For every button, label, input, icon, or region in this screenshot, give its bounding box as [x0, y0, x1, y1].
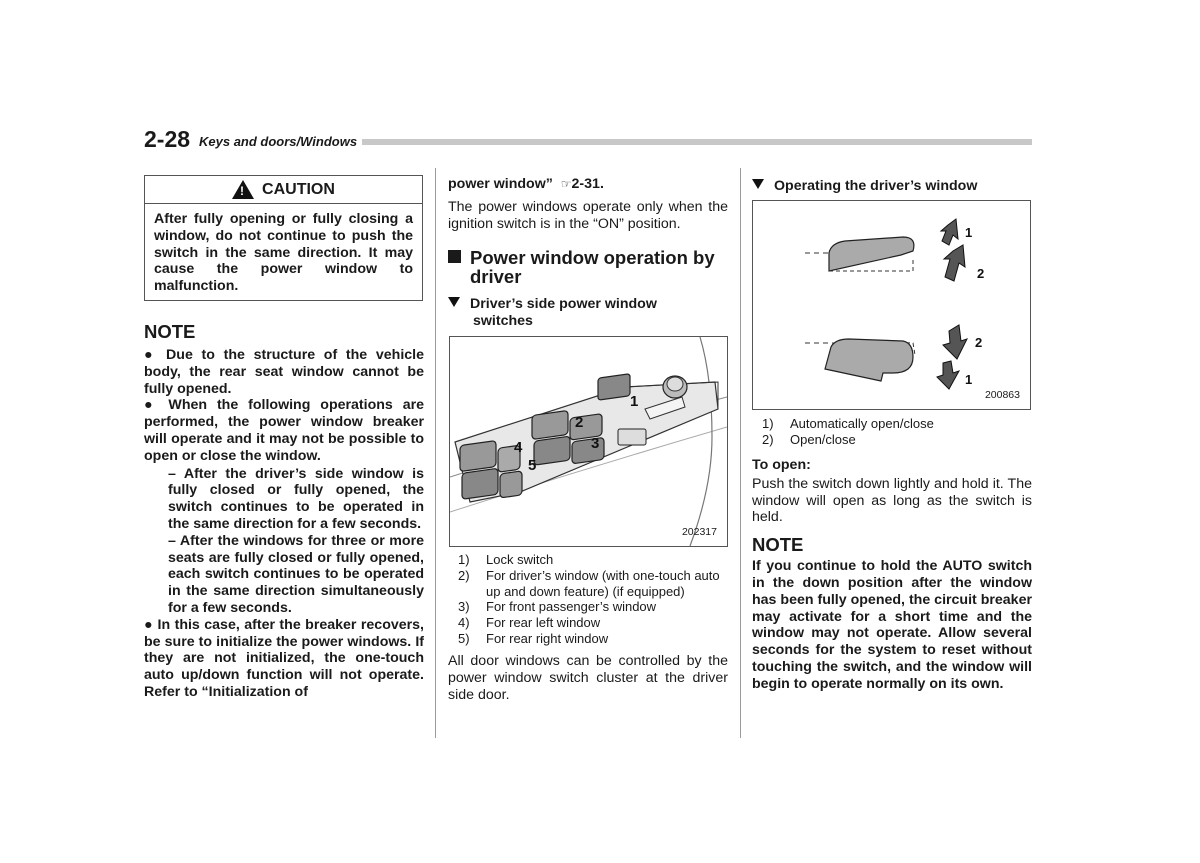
to-open-text: Push the switch down lightly and hold it. The window will open as long as the switch is held.: [752, 475, 1032, 526]
figure-label: 1: [965, 225, 973, 240]
figure-label: 3: [591, 435, 600, 452]
caution-box: [144, 175, 423, 301]
caption-item: 1) Lock switch: [458, 552, 554, 567]
down-triangle-icon: [752, 179, 764, 189]
note-dash-item: – After the driver’s side window is fully closed or fully opened, the switch continues to be operated in the same direction for a few seconds.: [168, 465, 424, 532]
figure-code: 202317: [681, 526, 717, 538]
switch-cluster-figure: [449, 336, 728, 547]
figure-label: 2: [977, 266, 985, 281]
caution-title: CAUTION: [262, 180, 335, 198]
warning-triangle-icon: !: [232, 180, 254, 199]
note-title: NOTE: [144, 321, 196, 342]
column-2: [448, 176, 728, 330]
caption-item: 2) For driver’s window (with one-touch auto up and down feature) (if equipped): [458, 567, 720, 599]
note-dash-item: – After the windows for three or more seats are fully closed or fully opened, each switch continues to be operated in the same direction simultaneously for a few seconds.: [168, 532, 424, 616]
figure-label: 4: [514, 439, 523, 456]
intro-paragraph: The power windows operate only when the ignition switch is in the “ON” position.: [448, 198, 728, 232]
section-title: Keys and doors/Windows: [199, 134, 358, 149]
body-paragraph: All door windows can be controlled by the power window switch cluster at the driver side door.: [448, 653, 728, 703]
figure-code: 200863: [984, 389, 1020, 401]
section-heading: Power window operation by driver: [448, 248, 728, 286]
figure-label: 1: [965, 372, 973, 387]
operation-captions: [762, 416, 1032, 448]
figure-label: 5: [528, 457, 537, 474]
switch-cluster-illustration: [450, 337, 727, 546]
to-open-heading: To open:: [752, 457, 811, 473]
switch-captions: [458, 552, 730, 647]
note-title: NOTE: [752, 534, 804, 556]
reference-page-link[interactable]: 2-31.: [571, 176, 604, 192]
subsection-heading: Driver’s side power window switches: [448, 296, 728, 330]
to-open-section: [752, 457, 1032, 693]
figure-label: 2: [575, 414, 584, 431]
page-number: 2-28: [144, 126, 191, 152]
window-switch-illustration: [753, 201, 1030, 409]
caption-item: 2) Open/close: [762, 431, 856, 447]
caution-header: [145, 176, 422, 204]
header-rule: [362, 139, 1032, 145]
note-text: If you continue to hold the AUTO switch in the down position after the window has been fully opened, the circuit breaker may activate for a short time and the window may not operate. Allow several seconds for the system to reset without touching the switch, and the window will begin to operate normally on its own.: [752, 558, 1032, 692]
caution-text: After fully opening or fully closing a window, do not continue to push the switch in the same direction. It may cause the power window to malfunction.: [154, 211, 413, 295]
caption-item: 1) Automatically open/close: [762, 416, 934, 431]
caption-item: 4) For rear left window: [458, 615, 601, 631]
reference-arrow-icon: ☞: [560, 177, 572, 191]
note-bullet: ● When the following operations are performed, the power window breaker will operate and it may not be possible to open or close the window.: [144, 397, 424, 464]
note-bullet: ● Due to the structure of the vehicle body, the rear seat window cannot be fully opened.: [144, 347, 424, 397]
note-section-1: [144, 321, 424, 701]
black-square-icon: [448, 250, 461, 263]
window-operation-figure: [752, 200, 1031, 410]
continuation-line: [448, 176, 728, 193]
continuation-text: power window”: [448, 176, 553, 192]
figure-label: 1: [630, 393, 639, 410]
subsection-heading: Operating the driver’s window: [752, 178, 1032, 195]
caption-item: 3) For front passenger’s window: [458, 599, 657, 615]
down-triangle-icon: [448, 297, 460, 307]
caption-item: 5) For rear right window: [458, 630, 609, 646]
column-divider: [740, 168, 741, 738]
figure-label: 2: [975, 335, 983, 350]
note-bullet: ● In this case, after the breaker recovers, be sure to initialize the power windows. If they are not initialized, the one-touch auto up/down function will not operate. Refer to “Initialization of: [144, 616, 424, 700]
column-divider: [435, 168, 436, 738]
